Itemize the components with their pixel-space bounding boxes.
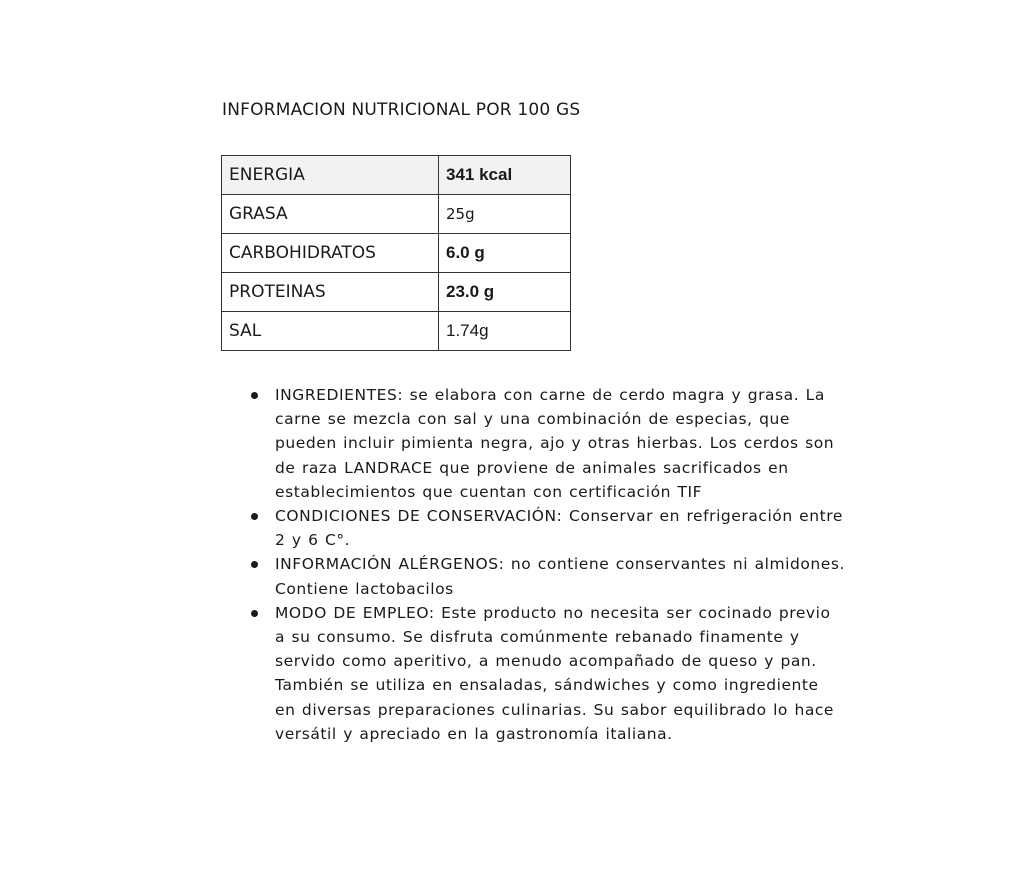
bullet-icon [251,610,258,617]
nutrition-title: INFORMACION NUTRICIONAL POR 100 GS [222,100,581,120]
item-text: Este producto no necesita ser cocinado previo a su consumo. Se disfruta comúnmente rebanado finamente y servido como aperitivo, a menudo acompañado de queso y pan. También se utiliza en ensaladas, sándwiches y como ingrediente en diversas preparaciones culinarias. Su sabor equilibrado lo hace versátil y apreciado en la gastronomía italiana. [275,603,835,743]
list-item [275,552,845,600]
nutrient-label: ENERGIA [222,156,439,195]
table-row [222,195,571,234]
nutrient-value: 1.74g [439,312,571,351]
list-item [275,504,845,552]
nutrient-label: CARBOHIDRATOS [222,234,439,273]
table-row [222,273,571,312]
table-row [222,234,571,273]
list-item [275,383,845,504]
bullet-icon [251,513,258,520]
table-row [222,156,571,195]
nutrient-value: 25g [439,195,571,234]
nutrient-value: 6.0 g [439,234,571,273]
product-info-list [275,383,845,746]
table-row [222,312,571,351]
item-text: no contiene conservantes ni almidones. Contiene lactobacilos [275,555,845,598]
nutrient-value: 341 kcal [439,156,571,195]
item-heading: INGREDIENTES: [275,386,404,404]
item-heading: CONDICIONES DE CONSERVACIÓN: [275,507,563,526]
item-heading: INFORMACIÓN ALÉRGENOS: [275,555,505,574]
list-item [275,601,845,746]
nutrient-label: GRASA [222,195,439,234]
bullet-icon [251,561,258,568]
item-text: se elabora con carne de cerdo magra y grasa. La carne se mezcla con sal y una combinación de especias, que pueden incluir pimienta negra, ajo y otras hierbas. Los cerdos son de raza LANDRACE que proviene de animales sacrificados en establecimientos que cuentan con certificación TIF [275,386,835,501]
bullet-icon [251,392,258,399]
nutrient-label: PROTEINAS [222,273,439,312]
nutrition-table [221,155,571,351]
item-text: Conservar en refrigeración entre 2 y 6 C°. [275,507,843,550]
nutrient-label: SAL [222,312,439,351]
item-heading: MODO DE EMPLEO: [275,603,435,622]
nutrient-value: 23.0 g [439,273,571,312]
